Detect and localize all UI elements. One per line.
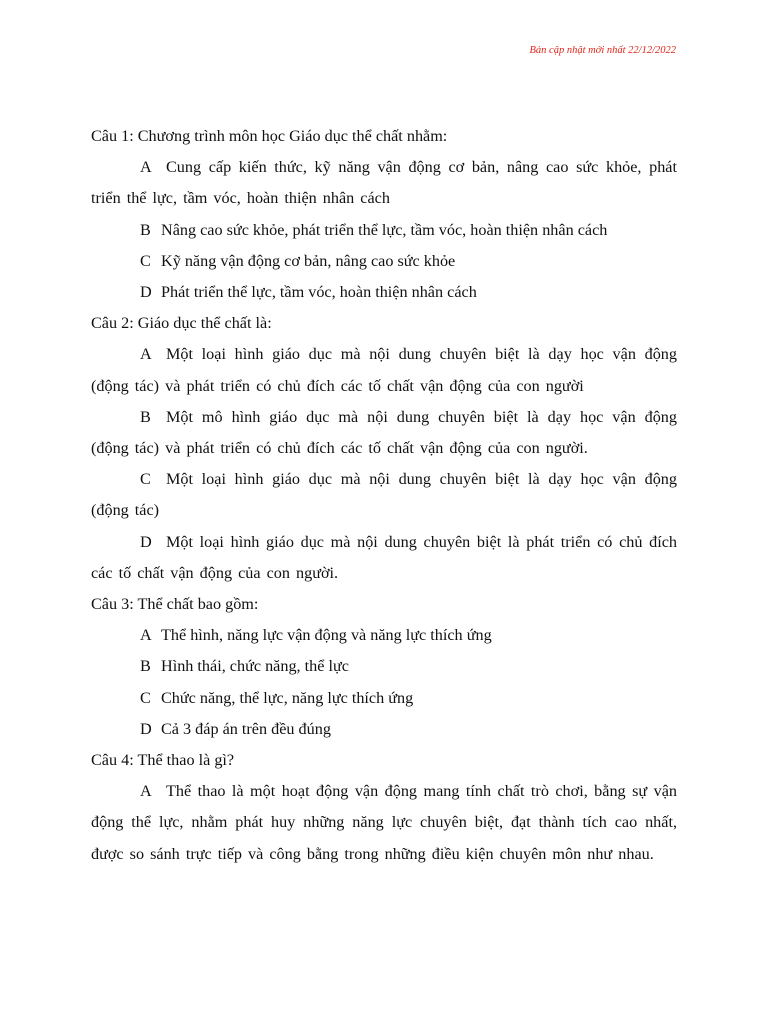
option-text: Cả 3 đáp án trên đều đúng xyxy=(161,719,331,738)
question-1-option-b xyxy=(91,215,677,246)
question-3-option-c xyxy=(91,683,677,714)
option-text: Một mô hình giáo dục mà nội dung chuyên biệt là dạy học vận động (động tác) và phát triển có chủ đích các tố chất vận động của con người. xyxy=(91,407,677,458)
option-letter: D xyxy=(140,283,152,302)
question-3-option-b xyxy=(91,651,677,682)
option-letter: B xyxy=(140,220,151,239)
header-update-note: Bản cập nhật mới nhất 22/12/2022 xyxy=(529,45,676,56)
question-3-option-d xyxy=(91,714,677,745)
question-1-option-c xyxy=(91,246,677,277)
option-text: Kỹ năng vận động cơ bản, nâng cao sức khỏe xyxy=(161,251,456,270)
question-2-title: Câu 2: Giáo dục thể chất là: xyxy=(91,314,272,333)
question-1-option-d xyxy=(91,277,677,308)
question-3-title: Câu 3: Thể chất bao gồm: xyxy=(91,595,259,614)
option-text: Hình thái, chức năng, thể lực xyxy=(161,657,349,676)
option-letter: A xyxy=(140,345,152,364)
option-letter: B xyxy=(140,657,151,676)
option-text: Thể thao là một hoạt động vận động mang tính chất trò chơi, bằng sự vận động thể lực, nhằm phát huy những năng lực chuyên biệt, đạt thành tích cao nhất, được so sánh trực tiếp và công bằng trong những điều kiện chuyên môn như nhau. xyxy=(91,782,677,863)
option-text: Chức năng, thể lực, năng lực thích ứng xyxy=(161,688,414,707)
question-2-option-d xyxy=(91,527,677,589)
option-letter: C xyxy=(140,251,151,270)
option-letter: A xyxy=(140,782,152,801)
option-letter: C xyxy=(140,688,151,707)
option-text: Một loại hình giáo dục mà nội dung chuyên biệt là phát triển có chủ đích các tố chất vận động của con người. xyxy=(91,532,677,582)
option-text: Phát triển thể lực, tầm vóc, hoàn thiện nhân cách xyxy=(161,283,477,302)
option-letter: D xyxy=(140,719,152,738)
question-1-title: Câu 1: Chương trình môn học Giáo dục thể chất nhằm: xyxy=(91,127,448,145)
question-2-option-c xyxy=(91,464,677,526)
option-text: Một loại hình giáo dục mà nội dung chuyên biệt là dạy học vận động (động tác) xyxy=(91,470,677,520)
option-text: Một loại hình giáo dục mà nội dung chuyên biệt là dạy học vận động (động tác) và phát triển có chủ đích các tố chất vận động của con người xyxy=(91,345,677,395)
question-3-option-a xyxy=(91,620,677,651)
option-letter: A xyxy=(140,158,152,177)
question-1-option-a xyxy=(91,152,677,214)
question-2-option-a xyxy=(91,339,677,401)
option-text: Nâng cao sức khỏe, phát triển thể lực, tầm vóc, hoàn thiện nhân cách xyxy=(161,220,608,239)
option-text: Thể hình, năng lực vận động và năng lực thích ứng xyxy=(161,626,492,645)
option-letter: A xyxy=(140,626,152,645)
option-letter: C xyxy=(140,470,151,489)
document-content xyxy=(91,121,677,870)
option-text: Cung cấp kiến thức, kỹ năng vận động cơ bản, nâng cao sức khỏe, phát triển thể lực, tầm vóc, hoàn thiện nhân cách xyxy=(91,158,677,208)
question-4-title: Câu 4: Thể thao là gì? xyxy=(91,751,235,770)
question-4-option-a xyxy=(91,776,677,870)
option-letter: B xyxy=(140,407,151,426)
option-letter: D xyxy=(140,532,152,551)
question-2-option-b xyxy=(91,402,677,464)
